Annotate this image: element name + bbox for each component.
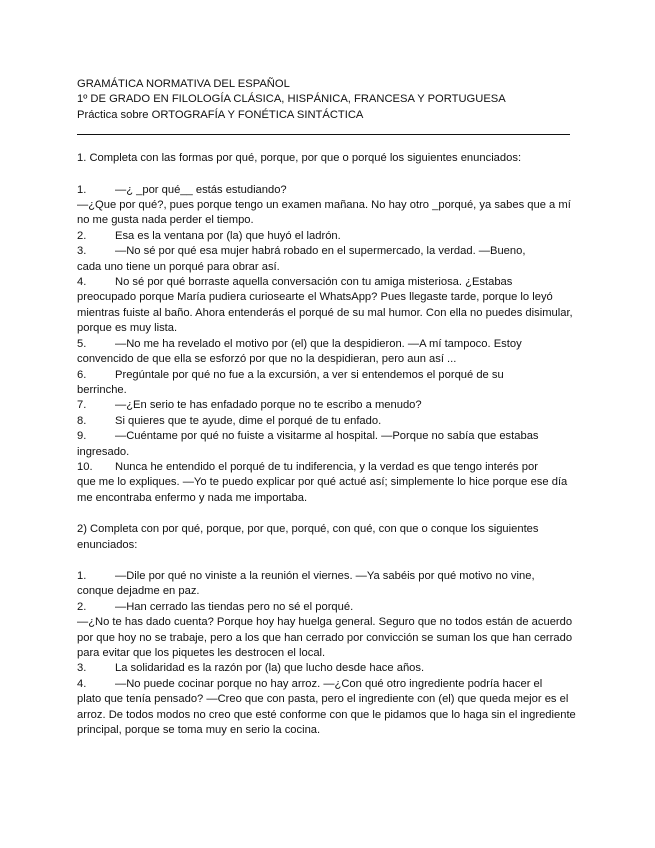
practice-title: Práctica sobre ORTOGRAFÍA Y FONÉTICA SINTÁCTICA	[77, 108, 364, 121]
item-text-continuation: berrinche.	[77, 383, 127, 396]
item-text-continuation: —¿No te has dado cuenta? Porque hoy hay huelga general. Seguro que no todos están de acuerdo por que hoy no se trabaje, pero a los que han cerrado por convicción se suman los que han cerrado para evitar que los piquetes les destrocen el local.	[77, 616, 573, 659]
exercise-item	[77, 661, 580, 676]
item-number: 1.	[77, 569, 87, 582]
exercise-item	[77, 429, 580, 460]
item-text-continuation: cada uno tiene un porqué para obrar así.	[77, 260, 280, 273]
item-text-continuation: convencido de que ella se esforzó por que no la despidieran, pero aun así ...	[77, 353, 457, 366]
item-number: 2.	[77, 229, 87, 242]
exercise-item	[77, 460, 580, 506]
exercise-item	[77, 677, 580, 739]
section2-items	[77, 569, 580, 738]
item-number: 9.	[77, 430, 87, 443]
exercise-item	[77, 337, 580, 368]
item-number: 2.	[77, 600, 87, 613]
item-number: 10.	[77, 460, 93, 473]
item-text-first-line: Pregúntale por qué no fue a la excursión, a ver si entendemos el porqué de su	[115, 368, 504, 381]
item-number: 4.	[77, 276, 87, 289]
exercise-item	[77, 414, 580, 429]
exercise-item	[77, 183, 580, 198]
exercise-item	[77, 368, 580, 399]
item-number: 1.	[77, 183, 87, 196]
item-number: 4.	[77, 677, 87, 690]
exercise-item	[77, 198, 580, 229]
exercise-item	[77, 229, 580, 244]
section1-instruction: 1. Completa con las formas por qué, porque, por que o porqué los siguientes enunciados:	[77, 152, 522, 165]
item-text-first-line: —No sé por qué esa mujer habrá robado en el supermercado, la verdad. —Bueno,	[115, 245, 526, 258]
item-text-first-line: —No me ha revelado el motivo por (el) que la despidieron. —A mí tampoco. Estoy	[115, 337, 522, 350]
item-text-first-line: La solidaridad es la razón por (la) que lucho desde hace años.	[115, 662, 425, 675]
item-text-first-line: —No puede cocinar porque no hay arroz. —¿Con qué otro ingrediente podría hacer el	[115, 677, 543, 690]
item-text-continuation: plato que tenía pensado? —Creo que con pasta, pero el ingrediente con (el) que queda mejor es el arroz. De todos modos no creo que esté conforme con que le pidamos que lo haga sin el ingrediente principal, porque se toma muy en serio la cocina.	[77, 693, 576, 737]
document-header	[77, 77, 580, 123]
item-text-first-line: —¿En serio te has enfadado porque no te escribo a menudo?	[115, 399, 422, 412]
section2-instruction: 2) Completa con por qué, porque, por que, porqué, con qué, con que o conque los siguientes enunciados:	[77, 523, 539, 551]
exercise-item	[77, 600, 580, 615]
item-number: 3.	[77, 662, 87, 675]
exercise-item	[77, 244, 580, 275]
exercise-item	[77, 398, 580, 413]
item-text-continuation: que me lo expliques. —Yo te puedo explicar por qué actué así; simplemente lo hice porque ese día me encontraba enfermo y nada me importaba.	[77, 476, 568, 504]
item-text-first-line: —Dile por qué no viniste a la reunión el viernes. —Ya sabéis por qué motivo no vine,	[115, 569, 535, 582]
exercise-item	[77, 275, 580, 337]
item-text-first-line: No sé por qué borraste aquella conversación con tu amiga misteriosa. ¿Estabas	[115, 276, 513, 289]
course-degree: 1º DE GRADO EN FILOLOGÍA CLÁSICA, HISPÁNICA, FRANCESA Y PORTUGUESA	[77, 93, 506, 106]
item-text-first-line: —¿ _por qué__ estás estudiando?	[115, 183, 287, 196]
item-text-first-line: Esa es la ventana por (la) que huyó el ladrón.	[115, 229, 341, 242]
course-title: GRAMÁTICA NORMATIVA DEL ESPAÑOL	[77, 78, 290, 90]
item-text-continuation: conque dejadme en paz.	[77, 585, 200, 598]
item-number: 7.	[77, 399, 87, 412]
item-text-first-line: —Cuéntame por qué no fuiste a visitarme al hospital. —Porque no sabía que estabas	[115, 430, 539, 443]
item-number: 3.	[77, 245, 87, 258]
item-number: 5.	[77, 337, 87, 350]
item-text-first-line: Nunca he entendido el porqué de tu indiferencia, y la verdad es que tengo interés por	[115, 460, 538, 473]
document-body	[77, 77, 580, 738]
exercise-item	[77, 615, 580, 661]
item-number: 8.	[77, 414, 87, 427]
exercise-item	[77, 569, 580, 600]
item-text-continuation: —¿Que por qué?, pues porque tengo un examen mañana. No hay otro _porqué, ya sabes que a mí no me gusta nada perder el tiempo.	[77, 199, 571, 227]
item-text-continuation: ingresado.	[77, 445, 130, 458]
item-text-continuation: preocupado porque María pudiera curiosearte el WhatsApp? Pues llegaste tarde, porque lo leyó mientras fuiste al baño. Ahora entenderás el porqué de su mal humor. Con ella no puedes disimular, porque es muy lista.	[77, 291, 573, 335]
item-text-first-line: —Han cerrado las tiendas pero no sé el porqué.	[115, 600, 354, 613]
item-text-first-line: Si quieres que te ayude, dime el porqué de tu enfado.	[115, 414, 382, 427]
section1-items	[77, 183, 580, 507]
item-number: 6.	[77, 368, 87, 381]
